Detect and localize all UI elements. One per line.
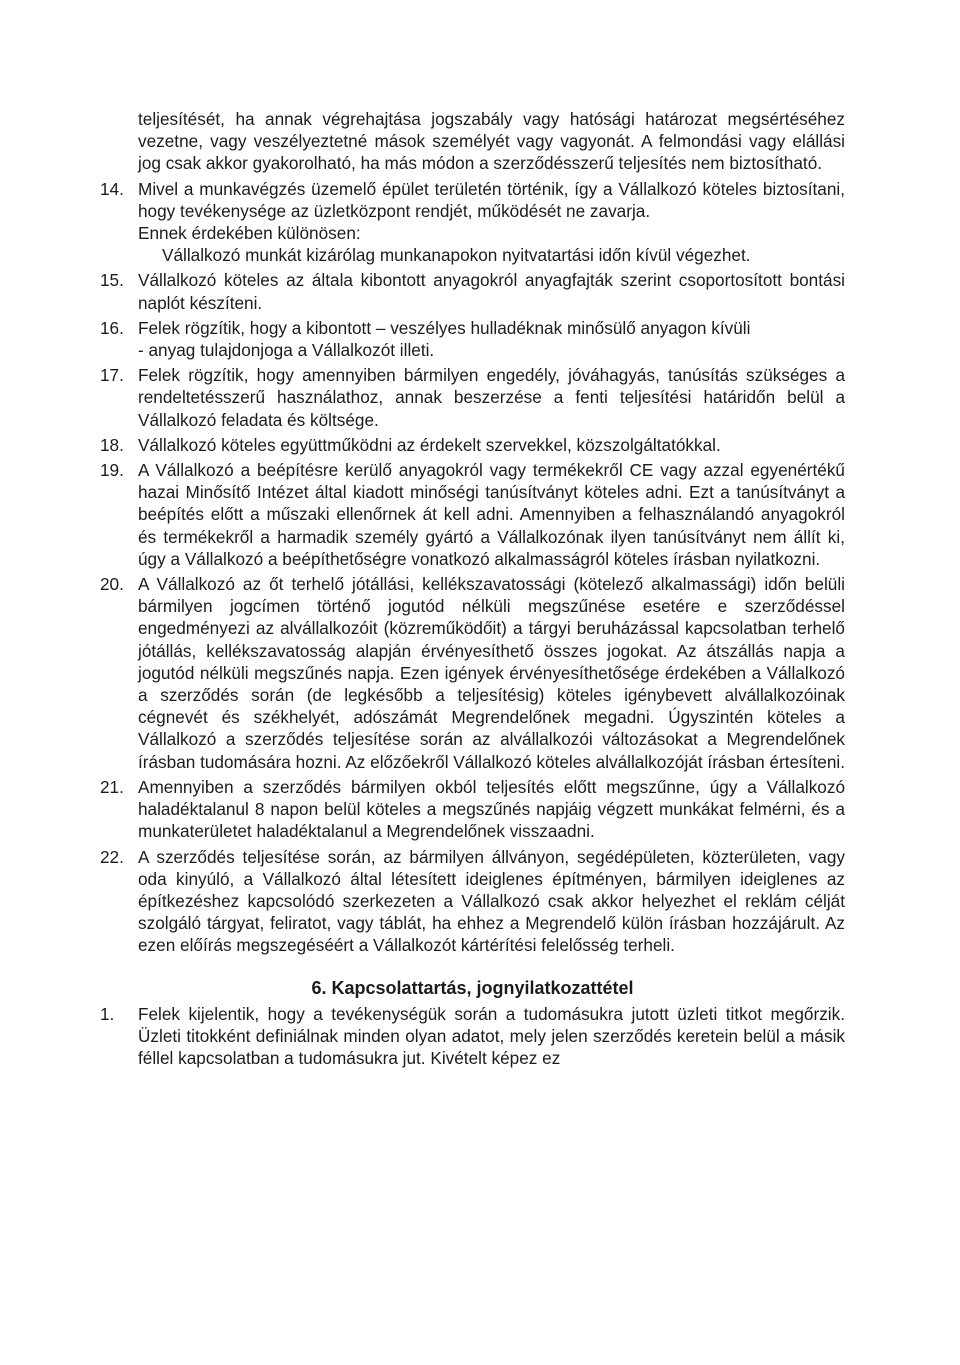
item-number: 21. — [100, 776, 124, 797]
item-text: Felek rögzítik, hogy amennyiben bármilyen engedély, jóváhagyás, tanúsítás szükséges a rendeltetésszerű használathoz, annak beszerzése a fenti teljesítési határidőn belül a Vállalkozó feladata és költsége. — [138, 365, 846, 430]
item-text: Felek rögzítik, hogy a kibontott – veszélyes hulladéknak minősülő anyagon kívüli - anyag tulajdonjoga a Vállalkozót illeti. — [138, 317, 751, 361]
item-number: 14. — [100, 178, 124, 199]
item-text: Mivel a munkavégzés üzemelő épület területén történik, így a Vállalkozó köteles biztosítani, hogy tevékenysége az üzletközpont rendjét, működését ne zavarja. Ennek érdekében különösen: Vállalkozó munkát kizárólag munkanapokon nyitvatartási időn kívül végezhet. — [138, 178, 845, 266]
item-text: Felek kijelentik, hogy a tevékenységük során a tudomásukra jutott üzleti titkot megőrzik. Üzleti titokként definiálnak minden olyan adatot, mely jelen szerződés keretein belül a másik féllel kapcsolatban a tudomásukra jut. Kivételt képez ez — [138, 1003, 846, 1069]
item-number: 22. — [100, 846, 124, 867]
list-item-21 — [100, 776, 845, 843]
list-item-16 — [100, 317, 845, 361]
list-item-19 — [100, 459, 845, 570]
item-number: 15. — [100, 270, 124, 291]
list-item-14 — [100, 178, 845, 267]
item-text: Vállalkozó köteles együttműködni az érdekelt szervekkel, közszolgáltatókkal. — [138, 434, 721, 455]
item-text: Vállalkozó köteles az általa kibontott anyagokról anyagfajták szerint csoportosított bontási naplót készíteni. — [138, 270, 845, 313]
section-heading — [100, 977, 845, 999]
item-number: 16. — [100, 317, 124, 338]
document-body — [100, 108, 845, 1069]
item-text: A szerződés teljesítése során, az bármilyen állványon, segédépületen, közterületen, vagy oda kinyúló, a Vállalkozó által létesített ideiglenes építményen, bármilyen ideiglenes az építkezéshez kapcsolódó szerkezeten a Vállalkozó csak akkor helyezhet el reklám célját szolgáló tárgyat, feliratot, vagy táblát, ha ehhez a Megrendelő külön írásban hozzájárult. Az ezen előírás megszegéséért a Vállalkozót kártérítési felelősség terheli. — [138, 846, 846, 956]
list-item-22 — [100, 846, 845, 957]
section-list-item-1 — [100, 1003, 845, 1070]
list-item-17 — [100, 364, 845, 431]
item-number: 20. — [100, 574, 124, 595]
section-number: 6. — [311, 977, 327, 998]
item-subparagraph: Vállalkozó munkát kizárólag munkanapokon nyitvatartási időn kívül végezhet. — [162, 245, 751, 266]
list-item-18 — [100, 434, 845, 456]
section-title: Kapcsolattartás, jognyilatkozattétel — [331, 977, 634, 998]
list-item-20 — [100, 573, 845, 773]
item-text: Amennyiben a szerződés bármilyen okból teljesítés előtt megszűnne, úgy a Vállalkozó haladéktalanul 8 napon belül köteles a megszűnés napjáig végzett munkákat felmérni, és a munkaterületet haladéktalanul a Megrendelőnek visszaadni. — [138, 776, 845, 842]
item-number: 19. — [100, 460, 124, 481]
list-item-15 — [100, 269, 845, 313]
item-text: A Vállalkozó az őt terhelő jótállási, kellékszavatossági (kötelező alkalmassági) időn belüli bármilyen jogcímen történő jogutód nélküli megszűnése esetére e szerződéssel engedményezi az alvállalkozóit (közreműködőit) a tárgyi beruházással kapcsolatban terhelő jótállás, kellékszavatosság alapján érvényesíthető összes jogokat. Az átszállás napja a jogutód nélküli megszűnés napja. Ezen igények érvényesíthetősége érdekében a Vállalkozó a szerződés során (de legkésőbb a teljesítésig) köteles igénybevett alvállalkozóinak cégnevét és székhelyét, adószámát Megrendelőnek megadni. Úgyszintén köteles a Vállalkozó a szerződés teljesítése során az alvállalkozói változásokat a Megrendelőnek írásban tudomására hozni. Az előzőekről Vállalkozó köteles alvállalkozóját írásban értesíteni. — [138, 574, 846, 772]
item-text: A Vállalkozó a beépítésre kerülő anyagokról vagy termékekről CE vagy azzal egyenértékű hazai Minősítő Intézet által kiadott minőségi tanúsítványt köteles adni. Ezt a tanúsítványt a beépítés előtt a műszaki ellenőrnek át kell adni. Amennyiben a felhasználandó anyagokról és termékekről a harmadik személy gyártó a Vállalkozónak ilyen tanúsítványt nem állít ki, úgy a Vállalkozó a beépíthetőségre vonatkozó alkalmasságról köteles írásban nyilatkozni. — [138, 460, 845, 569]
item-number: 18. — [100, 434, 124, 455]
item-number: 17. — [100, 365, 124, 386]
intro-paragraph: teljesítését, ha annak végrehajtása jogszabály vagy hatósági határozat megsértéséhez vezetne, vagy veszélyeztetné mások személyét vagy vagyonát. A felmondási vagy elállási jog csak akkor gyakorolható, ha más módon a szerződésszerű teljesítés nem biztosítható. — [138, 109, 846, 174]
item-number: 1. — [100, 1003, 115, 1024]
